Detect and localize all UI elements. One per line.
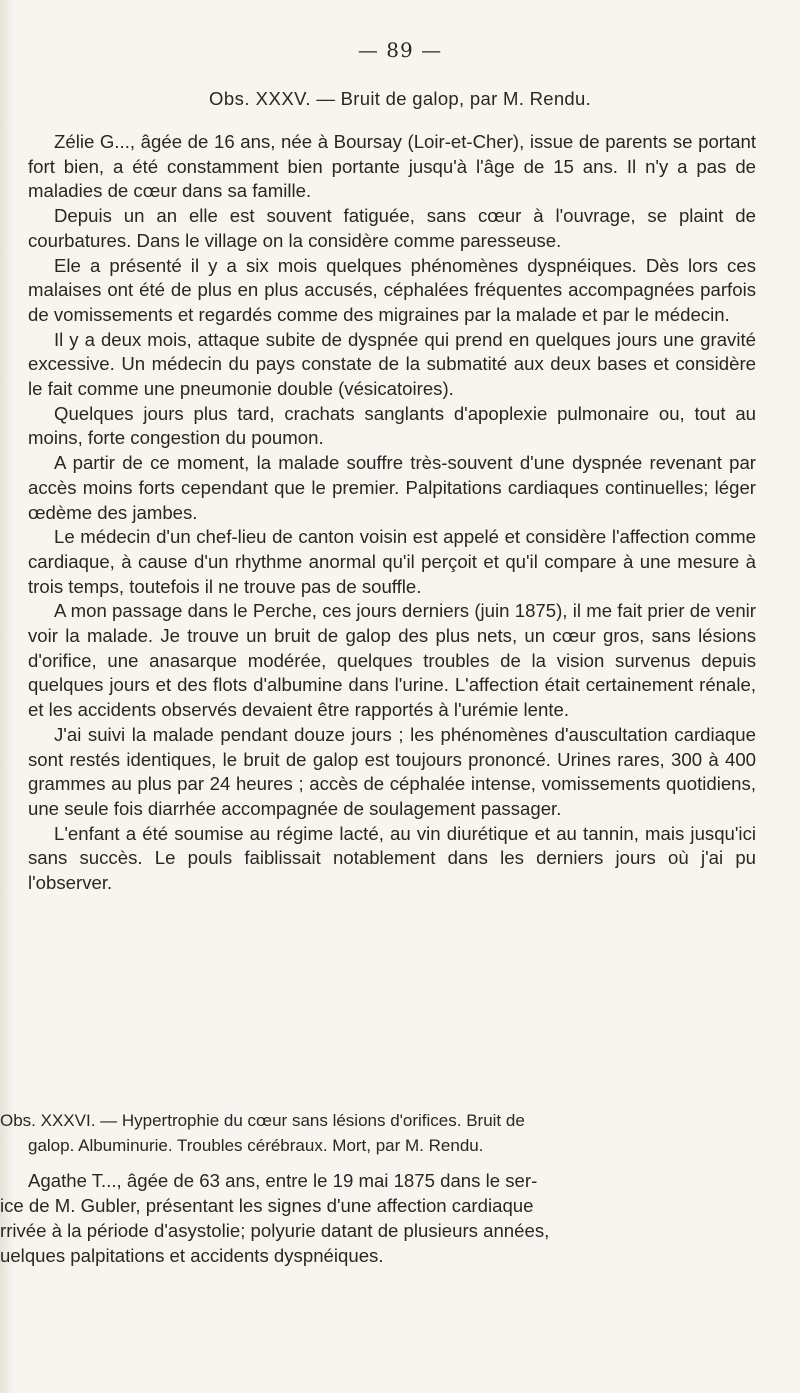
paragraph: Ele a présenté il y a six mois quelques phénomènes dyspnéiques. Dès lors ces malaises ont été de plus en plus accusés, céphalées fréquentes accompagnées parfois de vomissements et regardés comme des migraines par la malade et par le médecin. [28, 254, 756, 325]
observation-36-body [0, 1168, 760, 1268]
paragraph: A partir de ce moment, la malade souffre très-souvent d'une dyspnée revenant par accès moins forts cependant que le premier. Palpitations cardiaques continuelles; léger œdème des jambes. [28, 452, 756, 523]
paragraph: L'enfant a été soumise au régime lacté, au vin diurétique et au tannin, mais jusqu'ici sans succès. Le pouls faiblissait notablement dans les derniers jours où j'ai pu l'observer. [28, 822, 756, 894]
observation-35-label: Obs. XXXV. [208, 88, 311, 109]
paragraph: Il y a deux mois, attaque subite de dyspnée qui prend en quelques jours une gravité excessive. Un médecin du pays constate de la submatité aux deux bases et considère le fait comme une pneumonie double (vésicatoires). [28, 328, 756, 400]
paragraph: A mon passage dans le Perche, ces jours derniers (juin 1875), il me fait prier de venir voir la malade. Je trouve un bruit de galop des plus nets, un cœur gros, sans lésions d'orifice, une anasarque modérée, quelques troubles de la vision survenus depuis quelques jours et des flots d'albumine dans l'urine. L'affection était certainement rénale, et les accidents observés devaient être rapportés à l'urémie lente. [28, 600, 756, 721]
text-line: ice de M. Gubler, présentant les signes d'une affection cardiaque [0, 1195, 534, 1216]
text-line: Agathe T..., âgée de 63 ans, entre le 19 mai 1875 dans le ser- [28, 1170, 538, 1191]
text-line: uelques palpitations et accidents dyspnéiques. [0, 1245, 384, 1266]
page-number: — 89 — [357, 38, 443, 62]
observation-35-heading [0, 88, 800, 110]
observation-36-heading [0, 1108, 760, 1158]
paragraph: Quelques jours plus tard, crachats sanglants d'apoplexie pulmonaire ou, tout au moins, forte congestion du poumon. [28, 402, 756, 449]
observation-36-heading-line: Obs. XXXVI. — Hypertrophie du cœur sans lésions d'orifices. Bruit de [0, 1111, 525, 1130]
observation-35-body [28, 130, 756, 896]
observation-36-heading-line: galop. Albuminurie. Troubles cérébraux. Mort, par M. Rendu. [28, 1136, 484, 1155]
paragraph: Le médecin d'un chef-lieu de canton voisin est appelé et considère l'affection comme cardiaque, à cause d'un rhythme anormal qu'il perçoit et qu'il compare à une mesure à trois temps, toutefois il ne trouve pas de souffle. [28, 526, 756, 597]
observation-35-title: — Bruit de galop, par M. Rendu. [316, 88, 592, 109]
paragraph: Zélie G..., âgée de 16 ans, née à Boursay (Loir-et-Cher), issue de parents se portant fort bien, a été constamment bien portante jusqu'à l'âge de 15 ans. Il n'y a pas de maladies de cœur dans sa famille. [28, 131, 756, 202]
paragraph: Depuis un an elle est souvent fatiguée, sans cœur à l'ouvrage, se plaint de courbatures. Dans le village on la considère comme paresseuse. [28, 205, 756, 251]
paragraph: J'ai suivi la malade pendant douze jours ; les phénomènes d'auscultation cardiaque sont restés identiques, le bruit de galop est toujours prononcé. Urines rares, 300 à 400 grammes au plus par 24 heures ; accès de céphalée intense, vomissements quotidiens, une seule fois diarrhée accompagnée de soulagement passager. [28, 723, 756, 819]
text-line: rrivée à la période d'asystolie; polyurie datant de plusieurs années, [0, 1220, 550, 1241]
